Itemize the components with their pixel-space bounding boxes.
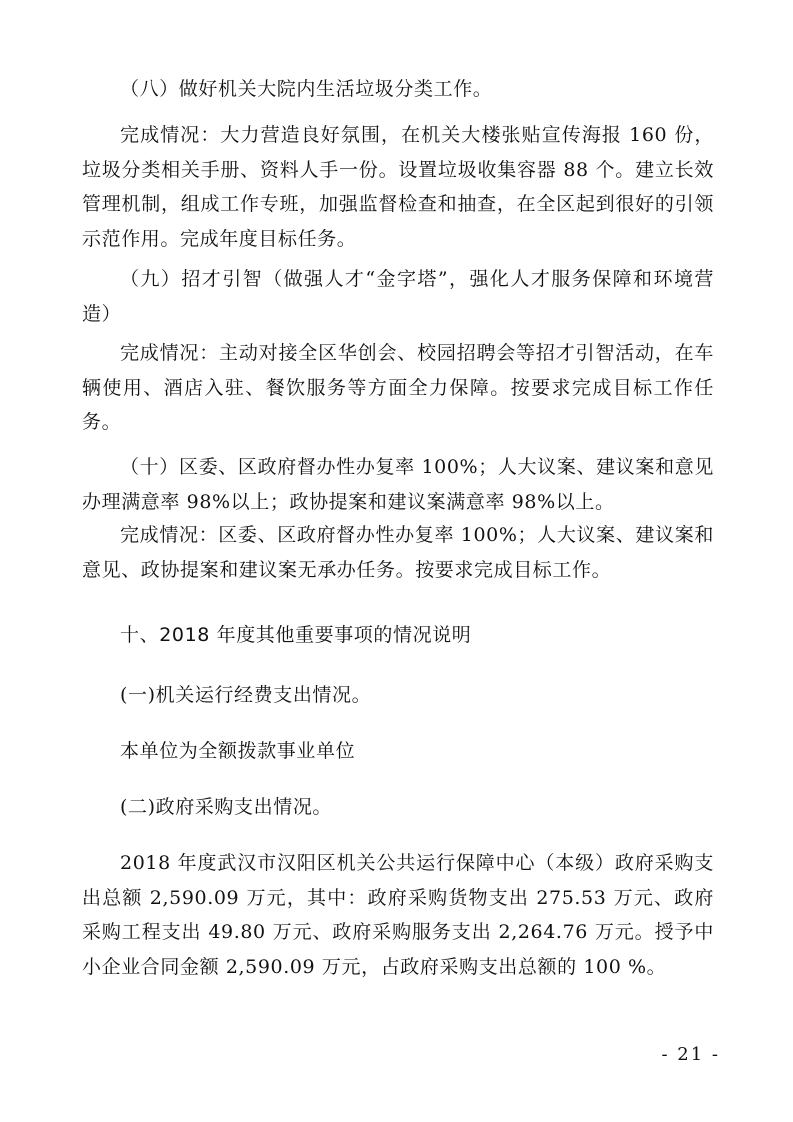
- item10-completion: 完成情况：区委、区政府督办性办复率 100%；人大议案、建议案和意见、政协提案和建议案无承办任务。按要求完成目标工作。: [82, 524, 714, 581]
- item8-completion: 完成情况：大力营造良好氛围，在机关大楼张贴宣传海报 160 份，垃圾分类相关手册、资料人手一份。设置垃圾收集容器 88 个。建立长效管理机制，组成工作专班，加强监督检查和抽查，在全区起到很好的引领示范作用。完成年度目标任务。: [82, 124, 714, 250]
- item10-title: （十）区委、区政府督办性办复率 100%；人大议案、建议案和意见办理满意率 98%以上；政协提案和建议案满意率 98%以上。: [82, 456, 714, 513]
- page-number: - 21 -: [661, 1044, 720, 1065]
- item9-title: （九）招才引智（做强人才“金字塔”，强化人才服务保障和环境营造）: [82, 268, 714, 325]
- sub1-title: (一)机关运行经费支出情况。: [120, 684, 372, 706]
- item9-completion: 完成情况：主动对接全区华创会、校园招聘会等招才引智活动，在车辆使用、酒店入驻、餐饮服务等方面全力保障。按要求完成目标工作任务。: [82, 342, 714, 433]
- item8-title: （八）做好机关大院内生活垃圾分类工作。: [120, 78, 493, 100]
- sub2-title: (二)政府采购支出情况。: [120, 796, 333, 818]
- sub1-body: 本单位为全额拨款事业单位: [120, 740, 356, 762]
- section10-heading: 十、2018 年度其他重要事项的情况说明: [120, 624, 472, 646]
- sub2-body: 2018 年度武汉市汉阳区机关公共运行保障中心（本级）政府采购支出总额 2,590.09 万元，其中：政府采购货物支出 275.53 万元、政府采购工程支出 49.80 万元、政府采购服务支出 2,264.76 万元。授予中小企业合同金额 2,590.09 万元，占政府采购支出总额的 100 %。: [82, 852, 714, 978]
